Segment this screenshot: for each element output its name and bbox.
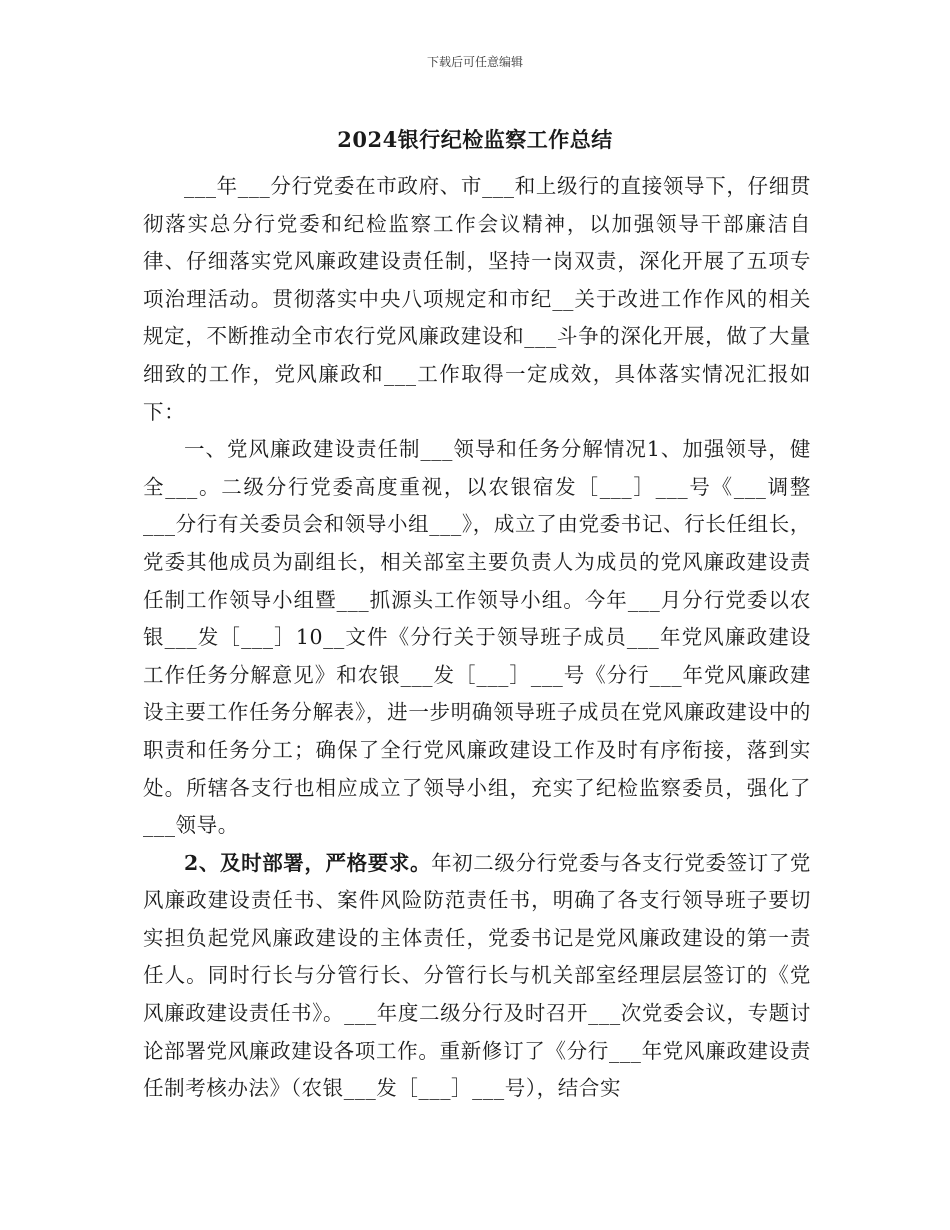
- paragraph-text: 一、党风廉政建设责任制___领导和任务分解情况1、加强领导，健全___。二级分行党委高度重视，以农银宿发［___］___号《___调整___分行有关委员会和领导小组___》，成立了由党委书记、行长任组长，党委其他成员为副组长，相关部室主要负责人为成员的党风廉政建设责任制工作领导小组暨___抓源头工作领导小组。今年___月分行党委以农银___发［___］10__文件《分行关于领导班子成员___年党风廉政建设工作任务分解意见》和农银___发［___］___号《分行___年党风廉政建设主要工作任务分解表》，进一步明确领导班子成员在党风廉政建设中的职责和任务分工；确保了全行党风廉政建设工作及时有序衔接，落到实处。所辖各支行也相应成立了领导小组，充实了纪检监察委员，强化了___领导。: [143, 437, 811, 838]
- document-title: 2024银行纪检监察工作总结: [337, 127, 613, 152]
- page-header: 下载后可任意编辑: [426, 55, 523, 69]
- paragraph-text: 年初二级分行党委与各支行党委签订了党风廉政建设责任书、案件风险防范责任书，明确了各支行领导班子要切实担负起党风廉政建设的主体责任，党委书记是党风廉政建设的第一责任人。同时行长与分管行长、分管行长与机关部室经理层层签订的《党风廉政建设责任书》。___年度二级分行及时召开___次党委会议，专题讨论部署党风廉政建设各项工作。重新修订了《分行___年党风廉政建设责任制考核办法》（农银___发［___］___号），结合实: [143, 850, 811, 1101]
- document-body: [143, 168, 811, 1108]
- paragraph-lead: 2、及时部署，严格要求。: [184, 850, 432, 875]
- paragraph-item-two: [143, 845, 811, 1108]
- paragraph-text: ___年___分行党委在市政府、市___和上级行的直接领导下，仔细贯彻落实总分行党委和纪检监察工作会议精神，以加强领导干部廉洁自律、仔细落实党风廉政建设责任制，坚持一岗双责，深化开展了五项专项治理活动。贯彻落实中央八项规定和市纪__关于改进工作作风的相关规定，不断推动全市农行党风廉政建设和___斗争的深化开展，做了大量细致的工作，党风廉政和___工作取得一定成效，具体落实情况汇报如下：: [143, 174, 811, 424]
- paragraph-section-one: [143, 431, 811, 845]
- paragraph-intro: [143, 168, 811, 431]
